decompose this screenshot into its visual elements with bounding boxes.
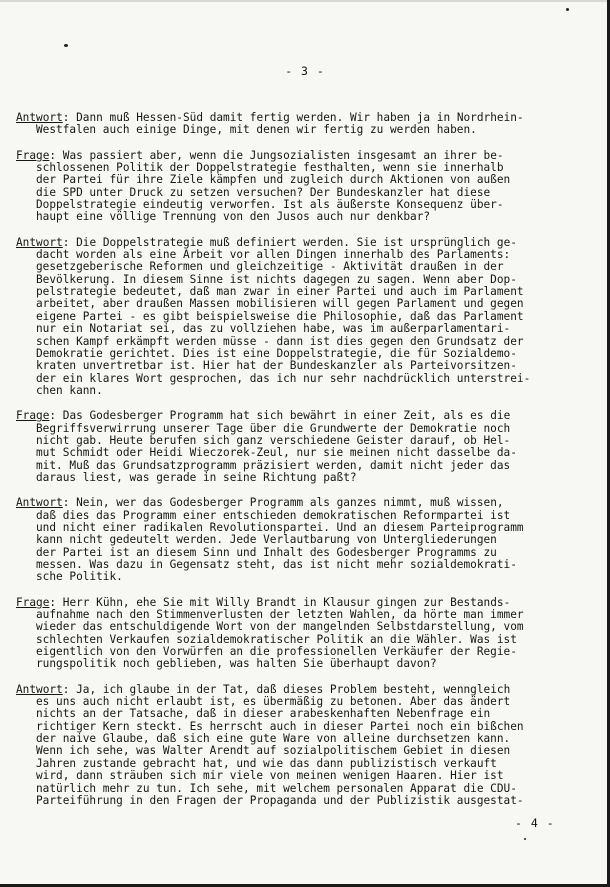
speaker-label: Antwort bbox=[16, 496, 63, 510]
text-line: wieder das entschuldigende Wort von der mangelnden Selbstdarstellung, vom bbox=[36, 620, 524, 634]
text-line: und nicht einer radikalen Revolutionspartei. Und an diesem Parteiprogramm bbox=[36, 520, 524, 534]
question-block bbox=[16, 150, 596, 224]
scan-speck bbox=[64, 44, 68, 47]
text-line: messen. Was dazu in Gegensatz steht, das ist nicht mehr sozialdemokrati- bbox=[36, 558, 517, 571]
text-line: nur ein Notariat sei, das zu vollziehen habe, was im außerparlamentari- bbox=[36, 322, 511, 336]
text-line: mit. Muß das Grundsatzprogramm präzisiert werden, damit nicht jeder das bbox=[36, 458, 511, 472]
line-text: : Die Doppelstrategie muß definiert werden. Sie ist ursprünglich ge- bbox=[62, 235, 517, 249]
text-line: der naive Glaube, daß sich eine gute Ware von alleine durchsetzen kann. bbox=[36, 732, 511, 746]
line-text: : Ja, ich glaube in der Tat, daß dieses Problem besteht, wenngleich bbox=[62, 682, 511, 696]
text-line: Begriffsverwirrung unserer Tage über die Grundwerte der Demokratie noch bbox=[36, 421, 511, 435]
answer-block bbox=[16, 237, 596, 397]
text-line: Westfalen auch einige Dinge, mit denen wir fertig zu werden haben. bbox=[36, 123, 477, 137]
interview-transcript bbox=[16, 112, 596, 820]
line-text: : Das Godesberger Programm hat sich bewährt in einer Zeit, als es die bbox=[49, 409, 511, 423]
text-line: gesetzgeberische Reformen und gleichzeitige - Aktivität draußen in der bbox=[36, 260, 504, 274]
text-line: rungspolitik noch geblieben, was halten Sie überhaupt davon? bbox=[36, 657, 437, 671]
page-number: - 3 - bbox=[285, 64, 325, 78]
text-line: wird, dann sträuben sich mir viele von meinen wenigen Haaren. Hier ist bbox=[36, 769, 504, 783]
text-line: daraus liest, was gerade in seine Richtung paßt? bbox=[36, 470, 357, 484]
text-line: nicht gab. Heute berufen sich ganz verschiedene Geister darauf, ob Hel- bbox=[36, 433, 511, 447]
text-line: schen Kampf erkämpft werden müsse - dann ist dies gegen den Grundsatz der bbox=[36, 334, 524, 348]
text-line: chen kann. bbox=[36, 383, 103, 397]
text-line: der Partei für ihre Ziele kämpfen und zugleich durch Aktionen von außen bbox=[36, 173, 511, 187]
scan-top-edge bbox=[0, 0, 610, 2]
speaker-label: Frage bbox=[16, 409, 50, 423]
scan-speck bbox=[524, 838, 526, 840]
text-line: Parteiführung in den Fragen der Propaganda und der Publizistik ausgestat- bbox=[36, 793, 524, 807]
text-line: es uns auch nicht erlaubt ist, es übermäßig zu betonen. Aber das ändert bbox=[36, 695, 511, 709]
text-line: schlechten Verkaufen sozialdemokratischer Politik an die Wähler. Was ist bbox=[36, 632, 517, 646]
text-line: Wenn ich sehe, was Walter Arendt auf sozialpolitischem Gebiet in diesen bbox=[36, 744, 511, 758]
speaker-label: Frage bbox=[16, 595, 50, 609]
text-line: der ein klares Wort gesprochen, das ich nur sehr nachdrücklich unterstrei- bbox=[36, 371, 531, 385]
speaker-label: Frage bbox=[16, 148, 50, 162]
text-line: eigentlich von den Vorwürfen an die professionellen Verkäufer der Regie- bbox=[36, 645, 517, 659]
text-line: aufnahme nach den Stimmenverlusten der letzten Wahlen, da hörte man immer bbox=[36, 608, 524, 622]
text-line: natürlich mehr zu tun. Ich sehe, mit welchem personalen Apparat die CDU- bbox=[36, 781, 517, 795]
line-text: : Nein, wer das Godesberger Programm als ganzes nimmt, muß wissen, bbox=[62, 496, 504, 510]
text-line: Bevölkerung. In diesem Sinne ist nichts dagegen zu sagen. Wenn aber Dop- bbox=[36, 272, 517, 286]
text-line: die SPD unter Druck zu setzen versuchen? Der Bundeskanzler hat diese bbox=[36, 185, 491, 199]
scan-speck bbox=[566, 8, 569, 11]
text-line bbox=[16, 410, 596, 422]
text-line: sche Politik. bbox=[36, 570, 123, 584]
text-line: richtiger Kern steckt. Es herrscht auch in dieser Partei noch ein bißchen bbox=[36, 719, 524, 733]
text-line bbox=[16, 497, 596, 509]
text-line: Doppelstrategie eindeutig verworfen. Ist als äußerste Konsequenz über- bbox=[36, 198, 504, 212]
answer-block bbox=[16, 497, 596, 583]
text-line: haupt eine völlige Trennung von den Jusos auch nur denkbar? bbox=[36, 210, 431, 224]
question-block bbox=[16, 410, 596, 484]
line-text: : Herr Kühn, ehe Sie mit Willy Brandt in Klausur gingen zur Bestands- bbox=[49, 595, 511, 609]
line-text: : Dann muß Hessen-Süd damit fertig werden. Wir haben ja in Nordrhein- bbox=[62, 111, 524, 124]
speaker-label: Antwort bbox=[16, 111, 63, 124]
answer-block bbox=[16, 684, 596, 807]
text-line: eigene Partei - es gibt beispielsweise die Philosophie, daß das Parlament bbox=[36, 309, 524, 323]
text-line: kraten unvertretbar ist. Hier hat der Bundeskanzler als Parteivorsitzen- bbox=[36, 359, 517, 373]
text-line: daß dies das Programm einer entschieden demokratischen Reformpartei ist bbox=[36, 508, 511, 522]
text-line: schlossenen Politik der Doppelstrategie festhalten, wenn sie innerhalb bbox=[36, 161, 504, 175]
text-line: arbeitet, aber draußen Massen mobilisieren will gegen Parlament und gegen bbox=[36, 297, 524, 311]
line-text: : Was passiert aber, wenn die Jungsozialisten insgesamt an ihrer be- bbox=[49, 148, 504, 162]
answer-block bbox=[16, 112, 596, 137]
text-line: der Partei ist an diesem Sinn und Inhalt des Godesberger Programms zu bbox=[36, 545, 497, 559]
speaker-label: Antwort bbox=[16, 235, 63, 249]
text-line: mut Schmidt oder Heidi Wieczorek-Zeul, nur sie meinen nicht dasselbe da- bbox=[36, 446, 517, 460]
text-line: dacht worden als eine Arbeit vor allen Dingen innerhalb des Parlaments: bbox=[36, 248, 511, 262]
next-page-marker: - 4 - bbox=[515, 816, 555, 830]
speaker-label: Antwort bbox=[16, 682, 63, 696]
text-line: kann nicht gedeutelt werden. Jede Verlautbarung von Untergliederungen bbox=[36, 533, 497, 547]
text-line: Jahren zustande gebracht hat, und wie das dann publizistisch verkauft bbox=[36, 756, 497, 770]
text-line: pelstrategie bedeutet, daß man zwar in einer Partei und auch im Parlament bbox=[36, 285, 524, 299]
text-line: nichts an der Tatsache, daß in dieser arabeskenhaften Nebenfrage ein bbox=[36, 707, 491, 721]
question-block bbox=[16, 597, 596, 671]
text-line: Demokratie gerichtet. Dies ist eine Doppelstrategie, die für Sozialdemo- bbox=[36, 346, 517, 360]
